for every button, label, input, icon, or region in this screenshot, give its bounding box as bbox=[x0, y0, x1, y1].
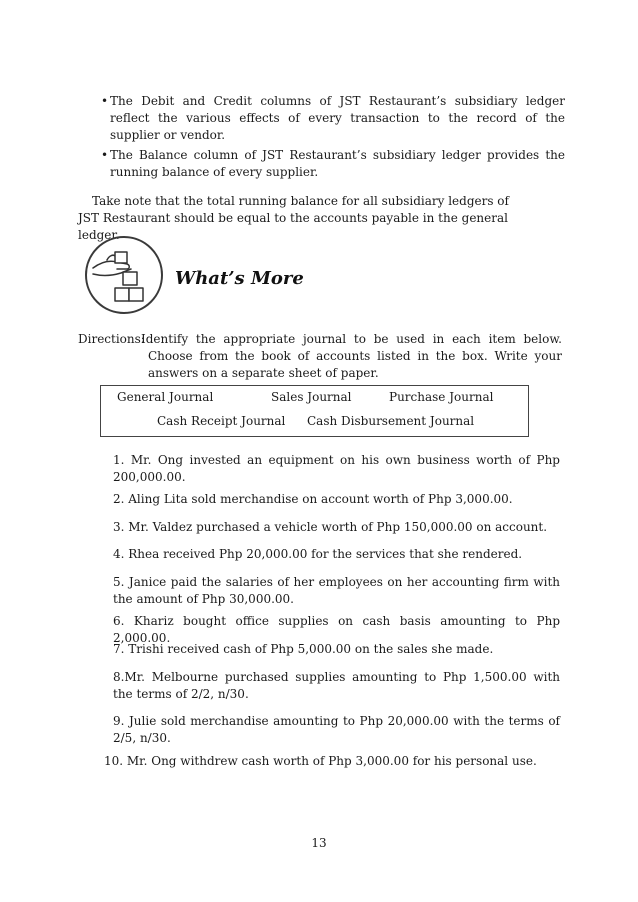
journal-option: General Journal bbox=[117, 390, 214, 404]
question-item: 6. Khariz bought office supplies on cash basis amounting to Php 2,000.00. bbox=[113, 614, 560, 645]
question-item: 2. Aling Lita sold merchandise on account worth of Php 3,000.00. bbox=[113, 492, 513, 506]
journals-box bbox=[100, 385, 529, 437]
question-item: 1. Mr. Ong invested an equipment on his own business worth of Php 200,000.00. bbox=[113, 453, 560, 484]
page-number: 13 bbox=[311, 836, 327, 850]
directions-label: Directions: bbox=[78, 332, 145, 346]
journal-option: Cash Disbursement Journal bbox=[307, 414, 475, 428]
question-item: 10. Mr. Ong withdrew cash worth of Php 3,000.00 for his personal use. bbox=[104, 754, 537, 768]
question-item: 7. Trishi received cash of Php 5,000.00 on the sales she made. bbox=[113, 642, 494, 656]
journal-option: Sales Journal bbox=[271, 390, 352, 404]
question-item: 5. Janice paid the salaries of her employees on her accounting firm with the amount of Php 30,000.00. bbox=[113, 575, 560, 606]
question-item: 4. Rhea received Php 20,000.00 for the services that she rendered. bbox=[113, 547, 523, 561]
bullet-item bbox=[101, 147, 565, 181]
question-item: 3. Mr. Valdez purchased a vehicle worth of Php 150,000.00 on account. bbox=[113, 520, 548, 534]
bullet-text: The Debit and Credit columns of JST Restaurant’s subsidiary ledger reflect the various effects of every transaction to the record of the supplier or vendor. bbox=[110, 94, 565, 142]
bullet-item bbox=[101, 93, 565, 144]
journal-option: Cash Receipt Journal bbox=[157, 414, 286, 428]
directions-text: Identify the appropriate journal to be used in each item below. Choose from the book of accounts listed in the box. Write your answers on a separate sheet of paper. bbox=[141, 332, 562, 380]
bullet-text: The Balance column of JST Restaurant’s subsidiary ledger provides the running balance of every supplier. bbox=[110, 148, 565, 179]
section-title: What’s More bbox=[175, 268, 304, 289]
question-item: 9. Julie sold merchandise amounting to Php 20,000.00 with the terms of 2/5, n/30. bbox=[113, 714, 560, 745]
journal-option: Purchase Journal bbox=[389, 390, 494, 404]
hand-stacking-blocks-icon bbox=[85, 236, 163, 314]
bullet-dot: • bbox=[101, 94, 109, 108]
note-paragraph: Take note that the total running balance for all subsidiary ledgers of JST Restaurant should be equal to the accounts payable in the general ledger. bbox=[78, 194, 509, 242]
question-item: 8.Mr. Melbourne purchased supplies amounting to Php 1,500.00 with the terms of 2/2, n/30. bbox=[113, 670, 560, 701]
bullet-dot: • bbox=[101, 148, 109, 162]
